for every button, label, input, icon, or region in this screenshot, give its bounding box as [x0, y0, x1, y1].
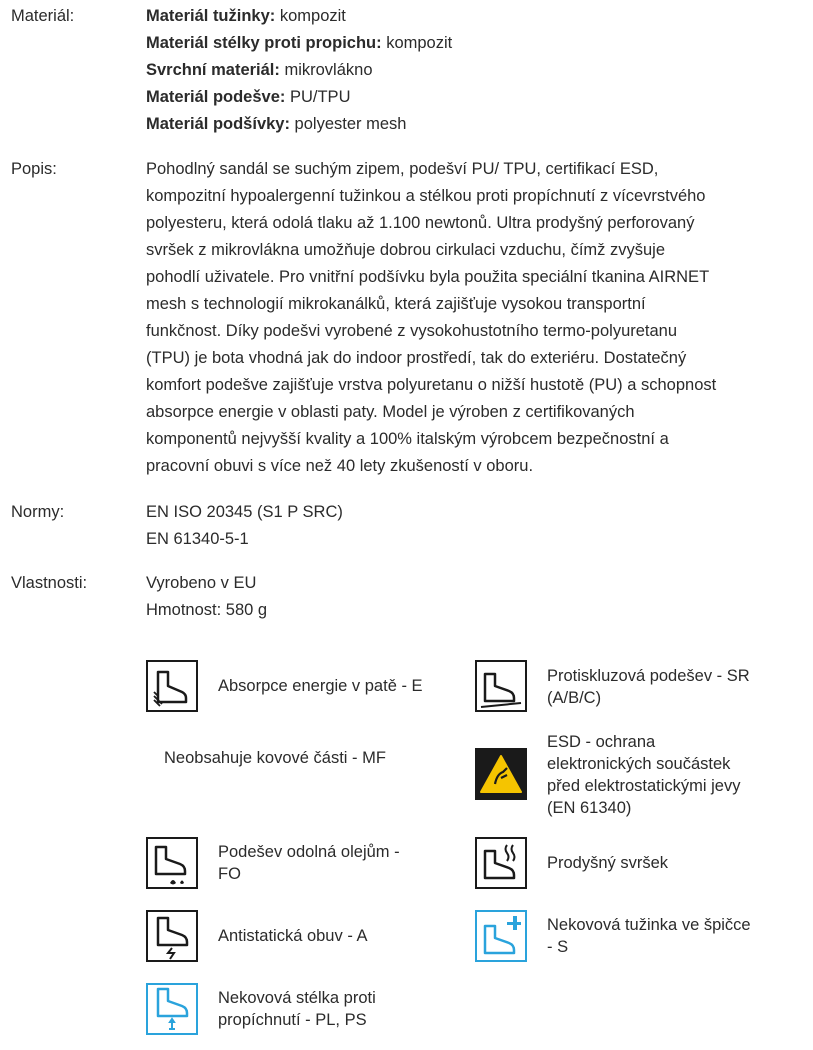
vlastnost-item: Hmotnost: 580 g — [146, 601, 268, 619]
norm-item: EN 61340-5-1 — [146, 530, 249, 548]
feature-line: (A/B/C) — [547, 689, 602, 707]
material-item-key: Materiál podešve: — [146, 88, 286, 106]
material-item-key: Materiál tužinky: — [146, 7, 276, 25]
heel-energy-absorption-icon — [146, 660, 198, 712]
feature-line: Nekovová stélka proti — [218, 989, 376, 1007]
popis-line: mesh s technologií mikrokanálků, která zajišťuje vysokou transportní — [146, 295, 646, 313]
material-item-value: mikrovlákno — [279, 61, 373, 79]
popis-line: (TPU) je bota vhodná jak do indoor prostředí, tak do exteriéru. Dostatečný — [146, 349, 687, 367]
material-item-key: Svrchní materiál: — [146, 61, 280, 79]
feature-line: Neobsahuje kovové části - MF — [164, 749, 386, 767]
feature-line: Absorpce energie v patě - E — [218, 677, 423, 695]
norm-item: EN ISO 20345 (S1 P SRC) — [146, 503, 343, 521]
material-item — [146, 57, 786, 84]
feature-text — [218, 675, 423, 697]
feature-line: Prodyšný svršek — [547, 854, 669, 872]
feature-line: Podešev odolná olejům - — [218, 843, 400, 861]
feature-line: FO — [218, 865, 241, 883]
feature-line: propíchnutí - PL, PS — [218, 1011, 367, 1029]
material-item-value: PU/TPU — [285, 88, 351, 106]
feature-text — [218, 925, 368, 947]
popis-line: polyesteru, která odolá tlaku až 1.100 newtonů. Ultra prodyšný perforovaný — [146, 214, 695, 232]
feature-text — [547, 852, 668, 874]
feature-line: Protiskluzová podešev - SR — [547, 667, 750, 685]
non-metal-toecap-icon — [475, 910, 527, 962]
material-item — [146, 30, 786, 57]
feature-text — [218, 987, 376, 1031]
material-item-value: polyester mesh — [289, 115, 407, 133]
vlastnosti-values — [146, 570, 786, 624]
material-item — [146, 3, 786, 30]
feature-line: elektronických součástek — [547, 755, 731, 773]
material-values — [146, 3, 786, 138]
feature-line: - S — [547, 938, 569, 956]
popis-line: pohodlí uživatele. Pro vnitřní podšívku byla použita speciální tkanina AIRNET — [146, 268, 710, 286]
material-item — [146, 84, 786, 111]
esd-warning-icon — [475, 748, 527, 800]
feature-text — [547, 731, 740, 819]
popis-line: svršek z mikrovlákna umožňuje dobrou cirkulaci vzduchu, čímž zvyšuje — [146, 241, 666, 259]
material-item-key: Materiál stélky proti propichu: — [146, 34, 382, 52]
feature-text — [218, 841, 400, 885]
normy-label: Normy: — [11, 503, 65, 521]
material-item-value: kompozit — [275, 7, 346, 25]
material-label: Materiál: — [11, 7, 75, 25]
feature-line: Antistatická obuv - A — [218, 927, 368, 945]
feature-text — [164, 747, 386, 769]
material-item-key: Materiál podšívky: — [146, 115, 290, 133]
popis-line: absorpce energie v oblasti paty. Model je výroben z certifikovaných — [146, 403, 635, 421]
slip-resistant-sole-icon — [475, 660, 527, 712]
antistatic-shoe-icon — [146, 910, 198, 962]
normy-values — [146, 499, 786, 553]
popis-line: pracovní obuvi s více než 40 lety zkušeností v oboru. — [146, 457, 534, 475]
popis-line: komponentů nejvyšší kvality a 100% italským výrobcem bezpečnostní a — [146, 430, 669, 448]
oil-resistant-sole-icon — [146, 837, 198, 889]
popis-label: Popis: — [11, 160, 57, 178]
feature-text — [547, 665, 750, 709]
feature-line: (EN 61340) — [547, 799, 632, 817]
material-item — [146, 111, 786, 138]
non-metal-insole-icon — [146, 983, 198, 1035]
material-item-value: kompozit — [381, 34, 453, 52]
vlastnost-item: Vyrobeno v EU — [146, 574, 257, 592]
feature-line: před elektrostatickými jevy — [547, 777, 741, 795]
breathable-upper-icon — [475, 837, 527, 889]
popis-line: komfort podešve zajišťuje vrstva polyuretanu o nižší hustotě (PU) a schopnost — [146, 376, 717, 394]
popis-line: funkčnost. Díky podešvi vyrobené z vysokohustotního termo-polyuretanu — [146, 322, 678, 340]
popis-line: Pohodlný sandál se suchým zipem, podešví PU/ TPU, certifikací ESD, — [146, 160, 659, 178]
popis-line: kompozitní hypoalergenní tužinkou a stélkou proti propíchnutí z vícevrstvého — [146, 187, 706, 205]
feature-line: Nekovová tužinka ve špičce — [547, 916, 751, 934]
feature-text — [547, 914, 751, 958]
vlastnosti-label: Vlastnosti: — [11, 574, 88, 592]
feature-line: ESD - ochrana — [547, 733, 656, 751]
popis-text — [146, 156, 786, 480]
